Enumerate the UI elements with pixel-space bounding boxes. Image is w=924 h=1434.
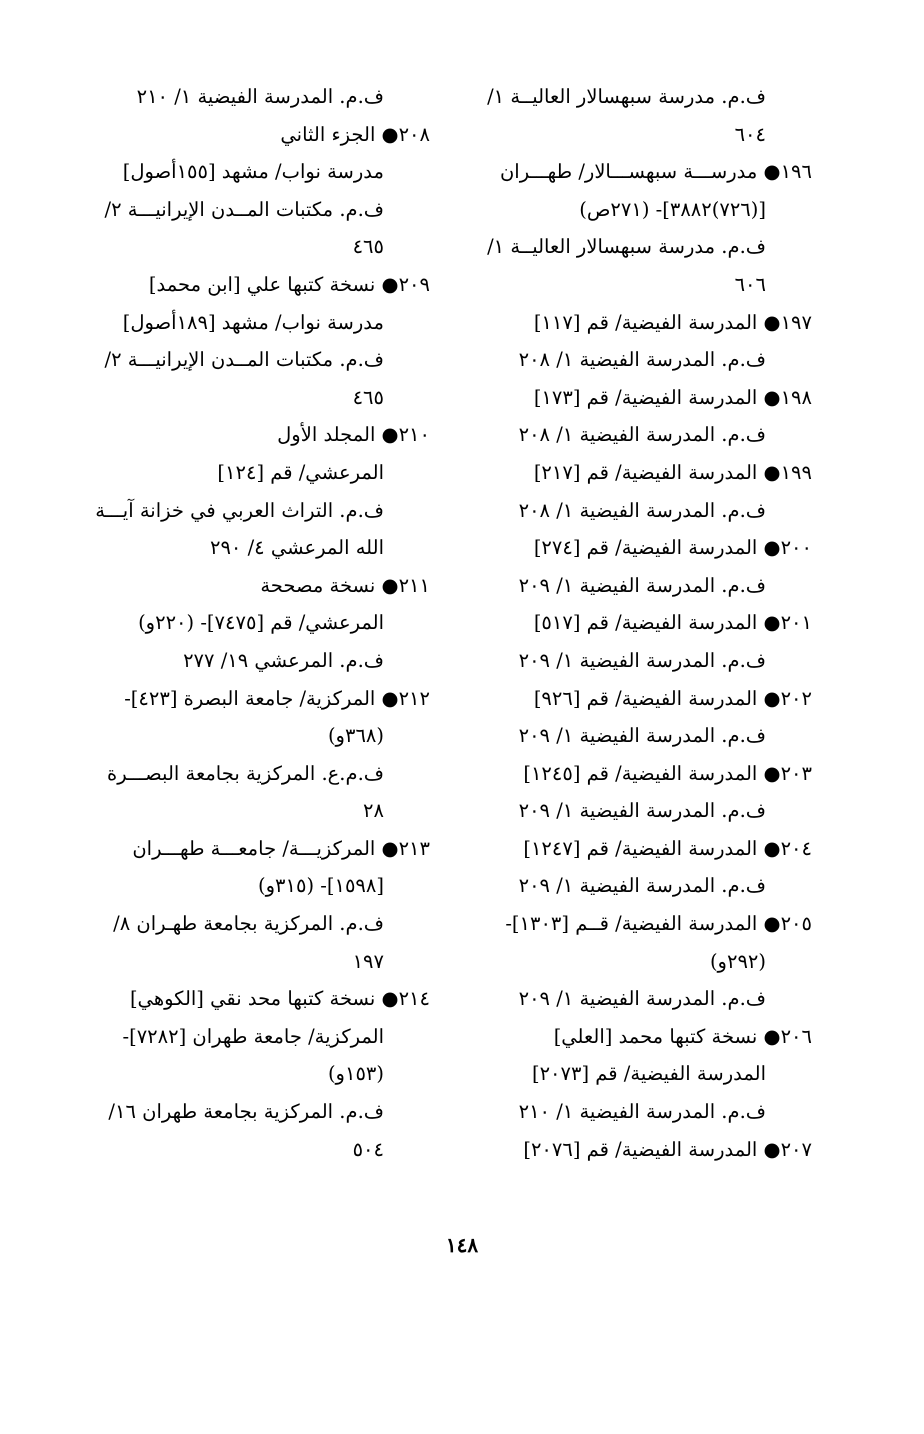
reference-line: ف.م. مكتبات المــدن الإيرانيـــة ٢/ bbox=[104, 197, 384, 221]
continuation-line: مدرسة نواب/ مشهد [١٨٩أصول] bbox=[122, 310, 384, 334]
entry-line: ٢٠٩● نسخة كتبها علي [ابن محمد] bbox=[148, 272, 430, 296]
continuation-line: مدرسة نواب/ مشهد [١٥٥أصول] bbox=[122, 160, 384, 184]
reference-line: ف.م. التراث العربي في خزانة آيـــة bbox=[95, 498, 384, 522]
reference-line: ف.م. المرعشي ١٩/ ٢٧٧ bbox=[183, 648, 384, 672]
reference-line: ف.م. المدرسة الفيضية ١/ ٢١٠ bbox=[136, 85, 384, 108]
continuation-line: ٤٦٥ bbox=[352, 235, 384, 259]
continuation-line: ٢٨ bbox=[363, 799, 384, 823]
continuation-line: المدرسة الفيضية/ قم [٢٠٧٣] bbox=[531, 1062, 766, 1086]
reference-line: ف.م. المدرسة الفيضية ١/ ٢٠٩ bbox=[518, 987, 766, 1011]
continuation-line: المرعشي/ قم [٧٤٧٥]- (٢٢٠و) bbox=[138, 611, 384, 635]
reference-line: ف.م. مدرسة سبهسالار العاليــة ١/ bbox=[487, 85, 766, 108]
entry-line: ٢٠٠● المدرسة الفيضية/ قم [٢٧٤] bbox=[533, 536, 812, 560]
continuation-line: (٢٩٢و) bbox=[709, 949, 766, 973]
right-column bbox=[462, 78, 812, 1168]
continuation-line: ٦٠٤ bbox=[734, 122, 766, 146]
entry-line: ١٩٦● مدرســـة سبهســـالار/ طهـــران bbox=[499, 160, 812, 184]
entry-line: ٢٠٧● المدرسة الفيضية/ قم [٢٠٧٦] bbox=[523, 1137, 812, 1161]
reference-line: ف.م. المركزية بجامعة طهـران ٨/ bbox=[113, 912, 384, 936]
reference-line: ف.م. المدرسة الفيضية ١/ ٢٠٩ bbox=[518, 799, 766, 823]
entry-line: ٢٠٦● نسخة كتبها محمد [العلي] bbox=[553, 1024, 812, 1048]
reference-line: ف.م. المدرسة الفيضية ١/ ٢٠٩ bbox=[518, 724, 766, 748]
page-number: ١٤٨ bbox=[445, 1233, 479, 1257]
continuation-line: ١٩٧ bbox=[352, 949, 384, 973]
reference-line: ف.م. المركزية بجامعة طهران ١٦/ bbox=[108, 1100, 384, 1124]
entry-line: ٢٠١● المدرسة الفيضية/ قم [٥١٧] bbox=[533, 611, 812, 635]
entry-line: ٢١٤● نسخة كتبها محد نقي [الكوهي] bbox=[129, 987, 430, 1011]
entry-line: ٢١٢● المركزية/ جامعة البصرة [٤٢٣]- bbox=[124, 686, 430, 710]
reference-line: ف.م. المدرسة الفيضية ١/ ٢٠٨ bbox=[518, 423, 766, 447]
reference-line: ف.م. مكتبات المــدن الإيرانيـــة ٢/ bbox=[104, 348, 384, 372]
continuation-line: [١٥٩٨]- (٣١٥و) bbox=[258, 874, 384, 898]
entry-line: ٢١٣● المركزيـــة/ جامعـــة طهـــران bbox=[132, 836, 430, 860]
continuation-line: المركزية/ جامعة طهران [٧٢٨٢]- bbox=[122, 1024, 384, 1048]
continuation-line: [(٧٢٦)٣٨٨٢]- (٢٧١ص) bbox=[579, 197, 766, 221]
entry-line: ٢٠٥● المدرسة الفيضية/ قــم [١٣٠٣]- bbox=[505, 912, 812, 936]
entry-line: ٢١٠● المجلد الأول bbox=[277, 423, 430, 447]
reference-line: ف.م. المدرسة الفيضية ١/ ٢٠٨ bbox=[518, 348, 766, 372]
entry-line: ٢١١● نسخة مصححة bbox=[260, 573, 430, 597]
entry-line: ٢٠٢● المدرسة الفيضية/ قم [٩٢٦] bbox=[533, 686, 812, 710]
reference-line: ف.م. مدرسة سبهسالار العاليــة ١/ bbox=[487, 235, 766, 259]
entry-line: ١٩٧● المدرسة الفيضية/ قم [١١٧] bbox=[533, 310, 812, 334]
entry-line: ٢٠٨● الجزء الثاني bbox=[280, 122, 430, 146]
continuation-line: الله المرعشي ٤/ ٢٩٠ bbox=[209, 536, 384, 560]
reference-line: ف.م. المدرسة الفيضية ١/ ٢٠٩ bbox=[518, 573, 766, 597]
reference-line: ف.م. المدرسة الفيضية ١/ ٢٠٩ bbox=[518, 874, 766, 898]
reference-line: ف.م. المدرسة الفيضية ١/ ٢١٠ bbox=[518, 1100, 766, 1124]
left-column bbox=[84, 78, 430, 1168]
reference-line: ف.م. المدرسة الفيضية ١/ ٢٠٨ bbox=[518, 498, 766, 522]
entry-line: ١٩٩● المدرسة الفيضية/ قم [٢١٧] bbox=[533, 460, 812, 484]
reference-line: ف.م.ع. المركزية بجامعة البصـــرة bbox=[107, 761, 384, 785]
continuation-line: (٣٦٨و) bbox=[327, 724, 384, 748]
reference-line: ف.م. المدرسة الفيضية ١/ ٢٠٩ bbox=[518, 648, 766, 672]
entry-line: ٢٠٤● المدرسة الفيضية/ قم [١٢٤٧] bbox=[523, 836, 812, 860]
continuation-line: ٦٠٦ bbox=[734, 272, 766, 296]
entry-line: ١٩٨● المدرسة الفيضية/ قم [١٧٣] bbox=[533, 385, 812, 409]
entry-line: ٢٠٣● المدرسة الفيضية/ قم [١٢٤٥] bbox=[523, 761, 812, 785]
continuation-line: المرعشي/ قم [١٢٤] bbox=[217, 460, 384, 484]
continuation-line: ٤٦٥ bbox=[352, 385, 384, 409]
continuation-line: ٥٠٤ bbox=[352, 1137, 384, 1161]
continuation-line: (١٥٣و) bbox=[327, 1062, 384, 1086]
